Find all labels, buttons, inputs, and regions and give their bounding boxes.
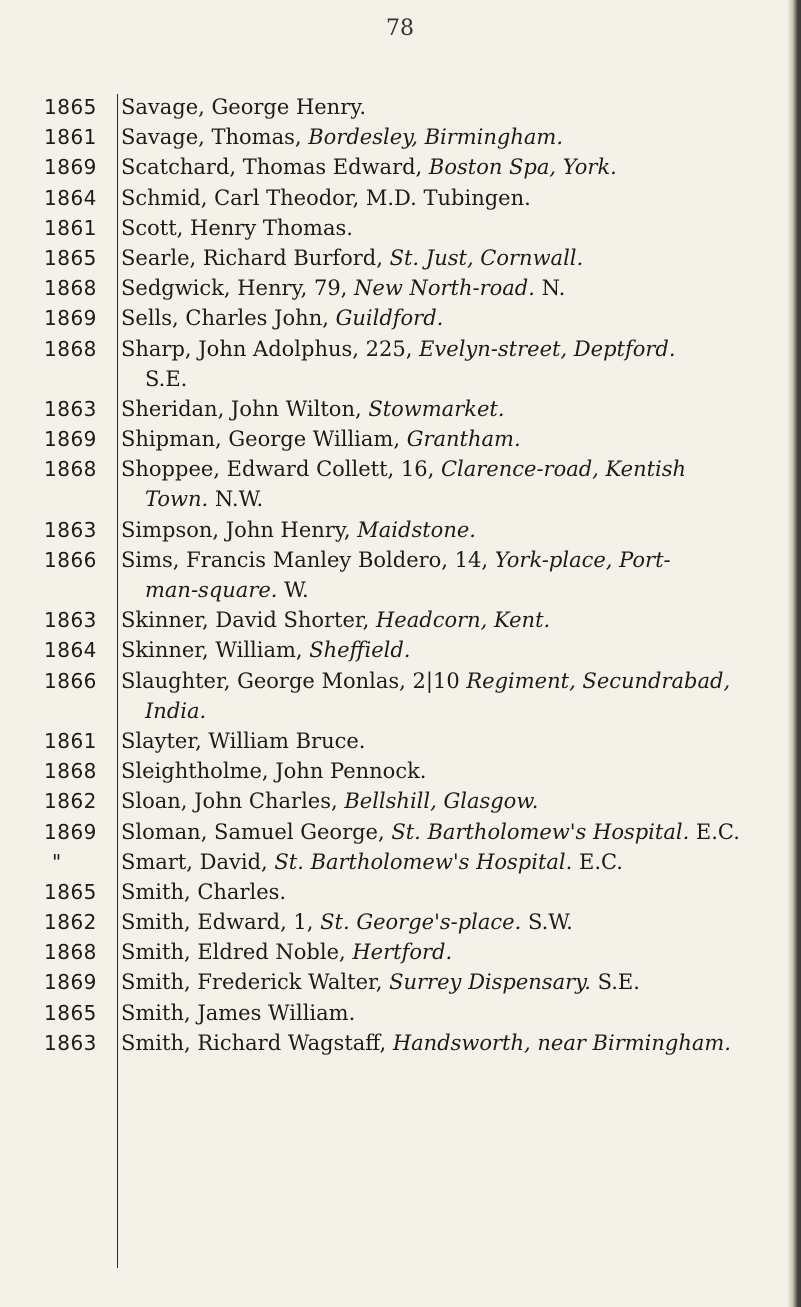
- entry-year: 1861: [44, 728, 97, 753]
- entry-year: 1863: [44, 608, 97, 633]
- entry-name: Smith, Edward, 1,: [121, 910, 321, 935]
- register-entry: [0, 937, 801, 967]
- entry-year: 1866: [44, 547, 97, 572]
- entry-line: [0, 122, 801, 152]
- entry-continuation-line: [0, 484, 801, 514]
- entry-year: 1865: [44, 245, 97, 270]
- entry-line: [0, 515, 801, 545]
- entry-address: St. Bartholomew's Hospital.: [391, 819, 690, 844]
- entry-name: Simpson, John Henry,: [121, 517, 358, 542]
- entry-address: man-square.: [145, 578, 278, 602]
- entry-name: Skinner, William,: [121, 638, 310, 663]
- entry-name: Schmid, Carl Theodor, M.D. Tubingen.: [121, 185, 531, 210]
- entry-line: [0, 303, 801, 333]
- entry-continuation-line: [0, 364, 801, 394]
- entry-name: Smith, Frederick Walter,: [121, 970, 390, 995]
- entry-line: [0, 786, 801, 816]
- entry-address: Clarence-road, Kentish: [440, 457, 687, 482]
- entry-line: [0, 334, 801, 364]
- entry-year: 1869: [44, 427, 97, 452]
- entry-name: Skinner, David Shorter,: [121, 608, 376, 633]
- entry-name: Slaughter, George Monlas, 2|10: [121, 668, 467, 693]
- entry-line: [0, 756, 801, 786]
- entry-year: 1869: [44, 306, 97, 331]
- entry-address: New North-road.: [354, 276, 535, 301]
- entry-address: Surrey Dispensary.: [389, 970, 591, 995]
- entry-address: Guildford.: [335, 306, 444, 331]
- entry-line: [0, 726, 801, 756]
- entry-continuation-line: [0, 696, 801, 726]
- entry-year: 1862: [44, 910, 97, 935]
- entry-name: Sharp, John Adolphus, 225,: [121, 336, 420, 361]
- entry-line: [0, 635, 801, 665]
- entry-name: Slayter, William Bruce.: [121, 728, 366, 753]
- entry-line: [0, 998, 801, 1028]
- entry-year: 1865: [44, 879, 97, 904]
- entry-line: [0, 967, 801, 997]
- entry-address: Stowmarket.: [368, 396, 505, 421]
- entry-year: 1869: [44, 155, 97, 180]
- entry-address: St. George's-place.: [320, 910, 522, 935]
- entry-address: Boston Spa, York.: [428, 155, 617, 180]
- entry-address: York-place, Port-: [494, 547, 671, 572]
- entry-name: Smart, David,: [121, 849, 275, 874]
- entry-line: [0, 605, 801, 635]
- entry-postal-district: S.W.: [521, 910, 573, 935]
- entry-name: Sims, Francis Manley Boldero, 14,: [121, 547, 495, 572]
- entry-line: [0, 907, 801, 937]
- register-entry: [0, 756, 801, 786]
- entry-address: Bordesley, Birmingham.: [308, 125, 563, 150]
- entry-year: 1863: [44, 517, 97, 542]
- entry-line: [0, 273, 801, 303]
- register-entry: [0, 303, 801, 333]
- entry-line: [0, 877, 801, 907]
- register-entry: [0, 213, 801, 243]
- register-entry: [0, 334, 801, 394]
- entry-name: Smith, Eldred Noble,: [121, 940, 353, 965]
- entry-line: [0, 454, 801, 484]
- register-entry: [0, 273, 801, 303]
- entry-year: 1864: [44, 638, 97, 663]
- entry-year: 1869: [44, 819, 97, 844]
- entry-address: Town.: [145, 487, 209, 512]
- entry-address: St. Just, Cornwall.: [389, 245, 584, 270]
- register-entry: [0, 243, 801, 273]
- register-entry: [0, 907, 801, 937]
- entry-line: [0, 424, 801, 454]
- entry-year: 1868: [44, 759, 97, 784]
- entry-year: 1864: [44, 185, 97, 210]
- entry-name: Shipman, George William,: [121, 427, 407, 452]
- register-entry: [0, 183, 801, 213]
- register-entry: [0, 847, 801, 877]
- entry-name: Sedgwick, Henry, 79,: [121, 276, 355, 301]
- entry-year: 1868: [44, 276, 97, 301]
- entry-name: Smith, Richard Wagstaff,: [121, 1030, 393, 1055]
- entry-year: ": [52, 849, 62, 874]
- entry-line: [0, 213, 801, 243]
- register-entry: [0, 817, 801, 847]
- entry-postal-district: E.C.: [689, 819, 740, 844]
- entry-line: [0, 394, 801, 424]
- register-entries: [0, 92, 801, 1058]
- entry-line: [0, 243, 801, 273]
- register-entry: [0, 877, 801, 907]
- register-entry: [0, 424, 801, 454]
- entry-postal-district: S.E.: [590, 970, 640, 995]
- entry-year: 1866: [44, 668, 97, 693]
- register-entry: [0, 515, 801, 545]
- entry-postal-district: E.C.: [572, 849, 623, 874]
- entry-line: [0, 545, 801, 575]
- register-entry: [0, 605, 801, 635]
- entry-year: 1863: [44, 1030, 97, 1055]
- entry-address: India.: [145, 698, 207, 723]
- entry-postal-district: N.: [534, 276, 566, 301]
- entry-name: Savage, Thomas,: [121, 125, 309, 150]
- register-entry: [0, 998, 801, 1028]
- entry-year: 1861: [44, 125, 97, 150]
- entry-address: Evelyn-street, Deptford.: [419, 336, 676, 361]
- entry-line: [0, 1028, 801, 1058]
- entry-name: Shoppee, Edward Collett, 16,: [121, 457, 441, 482]
- entry-name: Sheridan, John Wilton,: [121, 396, 369, 421]
- entry-year: 1865: [44, 1000, 97, 1025]
- entry-name: Smith, Charles.: [121, 879, 287, 904]
- entry-name: Searle, Richard Burford,: [121, 245, 390, 270]
- register-entry: [0, 152, 801, 182]
- register-entry: [0, 967, 801, 997]
- entry-address: St. Bartholomew's Hospital.: [274, 849, 573, 874]
- register-entry: [0, 635, 801, 665]
- entry-line: [0, 937, 801, 967]
- page-number: 78: [386, 16, 414, 41]
- entry-address: Regiment, Secundrabad,: [466, 668, 731, 693]
- entry-name: Savage, George Henry.: [121, 95, 366, 119]
- register-entry: [0, 92, 801, 122]
- entry-year: 1861: [44, 215, 97, 240]
- entry-address: Maidstone.: [357, 517, 476, 542]
- entry-year: 1868: [44, 457, 97, 482]
- register-entry: [0, 666, 801, 726]
- entry-address: Handsworth, near Birmingham.: [392, 1030, 731, 1055]
- entry-continuation-line: [0, 575, 801, 605]
- register-entry: [0, 394, 801, 424]
- entry-year: 1863: [44, 396, 97, 421]
- entry-name: Sleightholme, John Pennock.: [121, 759, 427, 784]
- entry-name: Scott, Henry Thomas.: [121, 215, 353, 240]
- entry-address: Hertford.: [352, 940, 453, 965]
- register-entry: [0, 726, 801, 756]
- entry-name: Scatchard, Thomas Edward,: [121, 155, 429, 180]
- register-entry: [0, 1028, 801, 1058]
- entry-line: [0, 183, 801, 213]
- entry-year: 1868: [44, 940, 97, 965]
- register-entry: [0, 454, 801, 514]
- entry-year: 1865: [44, 95, 97, 119]
- entry-postal-district: W.: [277, 578, 309, 602]
- entry-address: Grantham.: [406, 427, 521, 452]
- entry-name: Sells, Charles John,: [121, 306, 336, 331]
- entry-postal-district: N.W.: [208, 487, 264, 512]
- entry-address: Headcorn, Kent.: [375, 608, 551, 633]
- entry-year: 1862: [44, 789, 97, 814]
- entry-name: Smith, James William.: [121, 1000, 356, 1025]
- register-entry: [0, 786, 801, 816]
- entry-year: 1869: [44, 970, 97, 995]
- entry-name: Sloman, Samuel George,: [121, 819, 392, 844]
- entry-name: Sloan, John Charles,: [121, 789, 345, 814]
- entry-name: S.E.: [145, 366, 188, 391]
- entry-address: Sheffield.: [309, 638, 411, 663]
- entry-line: [0, 152, 801, 182]
- entry-line: [0, 847, 801, 877]
- entry-year: 1868: [44, 336, 97, 361]
- entry-line: [0, 817, 801, 847]
- register-entry: [0, 122, 801, 152]
- register-entry: [0, 545, 801, 605]
- entry-line: [0, 666, 801, 696]
- entry-line: [0, 92, 801, 122]
- entry-address: Bellshill, Glasgow.: [344, 789, 539, 814]
